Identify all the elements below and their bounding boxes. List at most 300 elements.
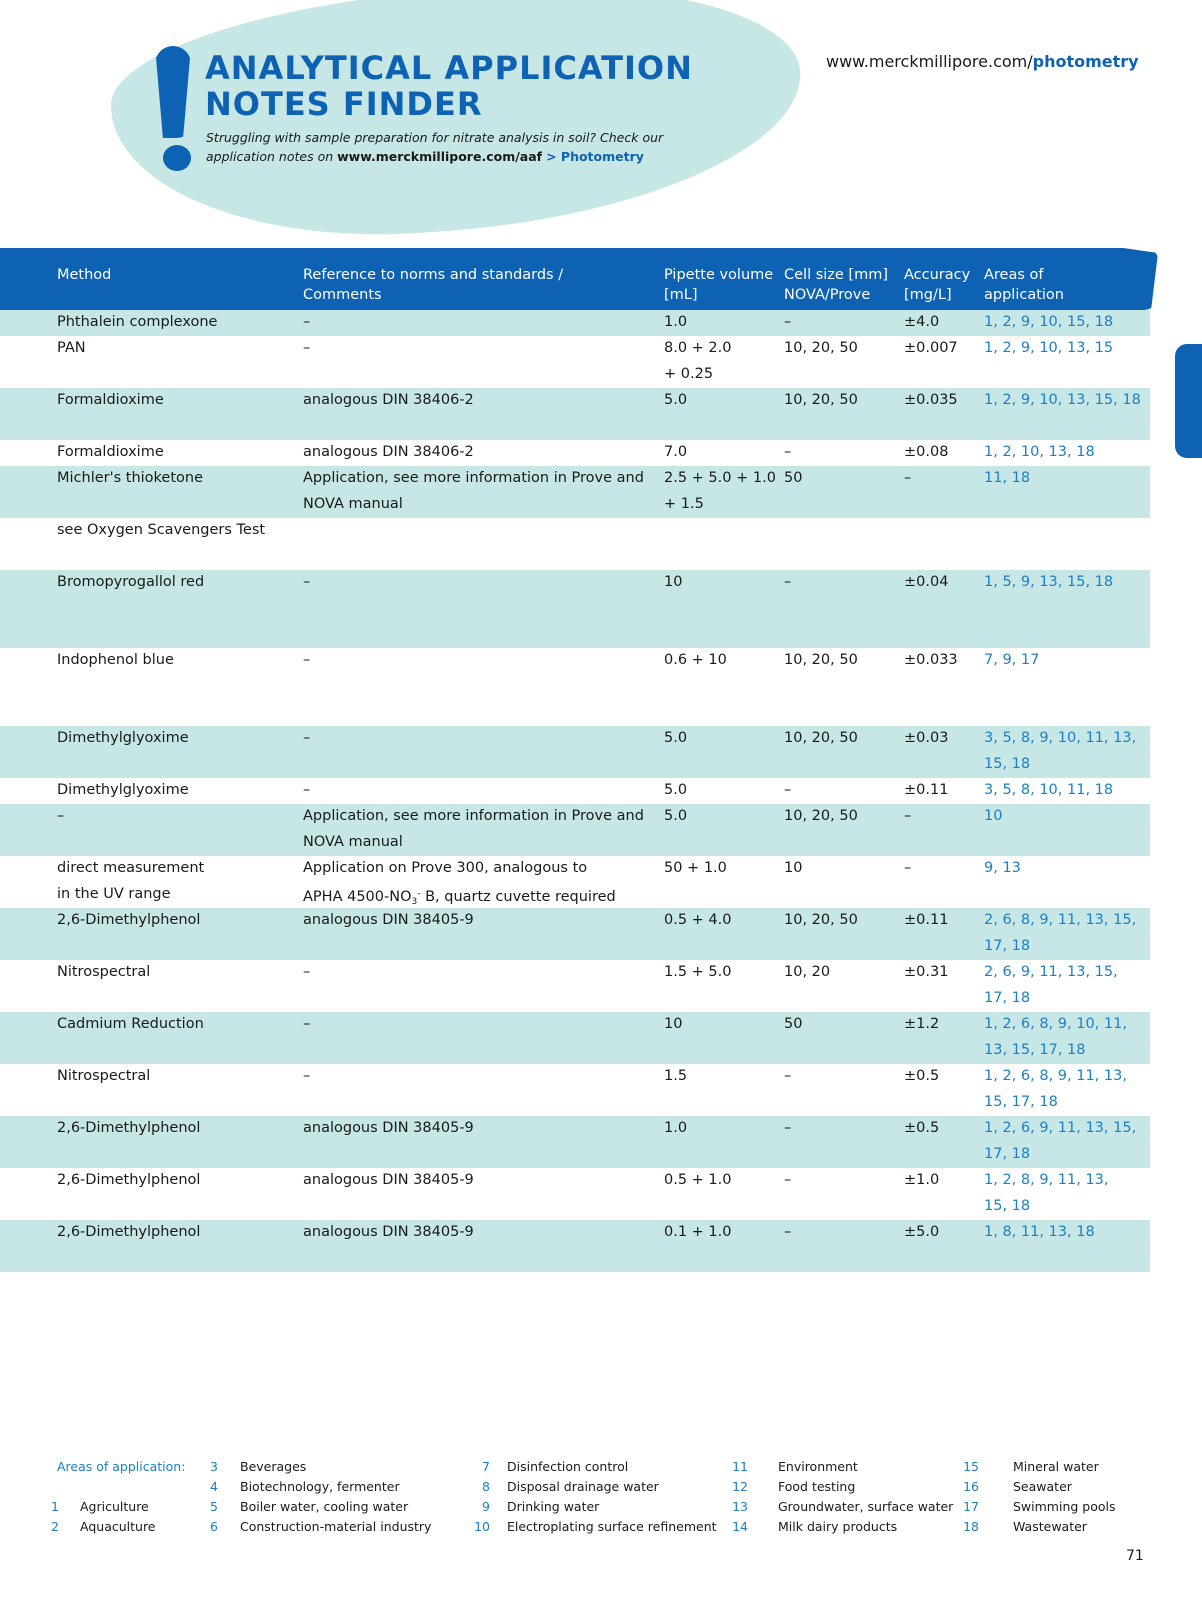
cell-areas [984, 804, 1154, 830]
cell-pip-line: 50 + 1.0 [664, 860, 727, 876]
cell-pip [664, 570, 784, 596]
cell-method [57, 518, 297, 544]
cell-pip-line: 0.5 + 1.0 [664, 1172, 732, 1188]
cell-method-line: 2,6-Dimethylphenol [57, 1224, 201, 1240]
cell-pip [664, 648, 784, 674]
cell-ref [303, 388, 653, 414]
cell-pip-line: 5.0 [664, 782, 688, 798]
cell-cell [784, 1168, 894, 1194]
cell-acc-line: ±0.5 [904, 1120, 940, 1136]
cell-cell [784, 1220, 894, 1246]
cell-areas-line: 15, 18 [984, 755, 1031, 772]
cell-cell-line: 10, 20, 50 [784, 340, 858, 356]
cell-ref-line: – [303, 314, 311, 330]
legend-label: Agriculture [80, 1499, 149, 1514]
cell-pip [664, 440, 784, 466]
cell-pip [664, 388, 784, 414]
cell-pip-line: 2.5 + 5.0 + 1.0 [664, 470, 776, 486]
cell-acc-line: ±0.04 [904, 574, 949, 590]
col-header-method [57, 265, 111, 285]
legend-number: 7 [482, 1459, 490, 1474]
cell-ref-line: analogous DIN 38406-2 [303, 392, 474, 408]
cell-ref-line: analogous DIN 38405-9 [303, 1224, 474, 1240]
cell-areas [984, 440, 1154, 466]
cell-cell [784, 310, 894, 336]
cell-method [57, 336, 297, 362]
cell-pip-line: 5.0 [664, 730, 688, 746]
cell-ref-line: – [303, 1016, 311, 1032]
cell-areas [984, 388, 1154, 414]
cell-method [57, 1064, 297, 1090]
table-row [0, 1220, 1150, 1272]
table-row [0, 440, 1150, 466]
cell-method-line: Formaldioxime [57, 444, 164, 460]
cell-areas-line: 15, 17, 18 [984, 1093, 1058, 1110]
legend-label: Aquaculture [80, 1519, 156, 1534]
apha-suffix: B, quartz cuvette required [420, 888, 616, 905]
aaf-url-link[interactable]: www.merckmillipore.com/aaf [337, 149, 543, 164]
cell-method-line: Bromopyrogallol red [57, 574, 205, 590]
legend-label: Environment [778, 1459, 858, 1474]
cell-ref [303, 960, 653, 986]
cell-method [57, 1168, 297, 1194]
cell-acc-line: – [904, 808, 912, 824]
cell-pip [664, 1064, 784, 1090]
legend-number: 16 [963, 1479, 979, 1494]
cell-areas [984, 1116, 1154, 1167]
col-cell-line-2: NOVA/Prove [784, 287, 871, 303]
cell-acc-line: ±5.0 [904, 1224, 940, 1240]
cell-pip-line: 8.0 + 2.0 [664, 340, 732, 356]
legend-number: 2 [51, 1519, 59, 1534]
title-line-1: ANALYTICAL APPLICATION [205, 49, 693, 87]
cell-pip-line: 10 [664, 1016, 683, 1032]
cell-acc [904, 466, 984, 492]
cell-areas-line: 1, 2, 6, 8, 9, 10, 11, [984, 1016, 1127, 1032]
cell-pip [664, 1116, 784, 1142]
cell-areas [984, 726, 1154, 777]
cell-method [57, 1012, 297, 1038]
col-header-accuracy [904, 265, 970, 305]
cell-areas-line: 2, 6, 9, 11, 13, 15, [984, 964, 1118, 980]
legend-label: Disposal drainage water [507, 1479, 659, 1494]
cell-ref-line: NOVA manual [303, 495, 403, 512]
cell-acc [904, 1116, 984, 1142]
legend-label: Construction-material industry [240, 1519, 432, 1534]
cell-areas [984, 336, 1154, 362]
legend-number: 8 [482, 1479, 490, 1494]
cell-ref [303, 1220, 653, 1246]
cell-ref [303, 1012, 653, 1038]
cell-acc [904, 1012, 984, 1038]
col-acc-line-2: [mg/L] [904, 287, 952, 303]
cell-pip [664, 336, 784, 387]
legend-label: Swimming pools [1013, 1499, 1116, 1514]
cell-pip-line: 5.0 [664, 808, 688, 824]
legend-label: Biotechnology, fermenter [240, 1479, 400, 1494]
cell-method-line: direct measurement [57, 860, 205, 876]
legend-number: 11 [732, 1459, 748, 1474]
cell-acc-line: ±0.11 [904, 912, 949, 928]
cell-cell-line: – [784, 1172, 792, 1188]
cell-pip [664, 804, 784, 830]
legend-label: Groundwater, surface water [778, 1499, 954, 1514]
cell-pip [664, 726, 784, 752]
cell-areas [984, 1220, 1154, 1246]
col-pip-line-2: [mL] [664, 287, 698, 303]
cell-ref-line: Application on Prove 300, analogous to [303, 860, 588, 876]
table-row [0, 518, 1150, 570]
cell-areas-line: 10 [984, 808, 1003, 824]
cell-acc-line: – [904, 860, 912, 876]
side-section-tab[interactable] [1175, 344, 1202, 458]
cell-method [57, 856, 297, 907]
cell-ref [303, 856, 653, 915]
table-row [0, 310, 1150, 336]
table-row [0, 1064, 1150, 1116]
cell-areas-line: 15, 18 [984, 1197, 1031, 1214]
desc-prefix: application notes on [206, 149, 338, 164]
cell-areas [984, 648, 1154, 674]
cell-pip-line: + 0.25 [664, 365, 714, 382]
cell-pip [664, 960, 784, 986]
table-row [0, 726, 1150, 778]
cell-cell [784, 908, 894, 934]
cell-areas [984, 570, 1154, 596]
legend-title: Areas of application: [57, 1459, 186, 1474]
cell-cell [784, 1012, 894, 1038]
cell-acc-line: ±0.31 [904, 964, 949, 980]
cell-cell-line: 50 [784, 1016, 803, 1032]
cell-ref-line: – [303, 340, 311, 356]
cell-areas-line: 2, 6, 8, 9, 11, 13, 15, [984, 912, 1137, 928]
cell-cell [784, 648, 894, 674]
cell-cell-line: – [784, 1120, 792, 1136]
cell-cell-line: 10, 20, 50 [784, 912, 858, 928]
col-ref-line-1: Reference to norms and standards / [303, 267, 564, 283]
cell-method-line: Indophenol blue [57, 652, 174, 668]
table-row [0, 908, 1150, 960]
cell-acc [904, 388, 984, 414]
cell-pip [664, 310, 784, 336]
cell-acc-line: ±0.035 [904, 392, 958, 408]
legend-number: 12 [732, 1479, 748, 1494]
cell-method [57, 778, 297, 804]
table-row [0, 804, 1150, 856]
cell-cell [784, 1064, 894, 1090]
cell-ref [303, 1116, 653, 1142]
table-row [0, 856, 1150, 908]
cell-pip-line: 5.0 [664, 392, 688, 408]
cell-pip [664, 908, 784, 934]
legend-label: Milk dairy products [778, 1519, 898, 1534]
apha-subscript: 3 [411, 896, 418, 907]
cell-ref [303, 440, 653, 466]
cell-acc [904, 570, 984, 596]
cell-method-line: 2,6-Dimethylphenol [57, 1172, 201, 1188]
cell-acc-line: ±0.11 [904, 782, 949, 798]
legend-number: 6 [210, 1519, 218, 1534]
site-url-path: photometry [1032, 52, 1139, 71]
cell-acc-line: – [904, 470, 912, 486]
legend-number: 4 [210, 1479, 218, 1494]
cell-areas-line: 1, 2, 10, 13, 18 [984, 444, 1095, 460]
legend-label: Disinfection control [507, 1459, 629, 1474]
legend-label: Boiler water, cooling water [240, 1499, 409, 1514]
cell-acc [904, 778, 984, 804]
cell-areas-line: 13, 15, 17, 18 [984, 1041, 1086, 1058]
cell-method-line: Dimethylglyoxime [57, 730, 189, 746]
cell-method-line: 2,6-Dimethylphenol [57, 1120, 201, 1136]
cell-pip [664, 856, 784, 882]
cell-acc [904, 336, 984, 362]
cell-acc [904, 648, 984, 674]
legend-label: Beverages [240, 1459, 307, 1474]
col-cell-line-1: Cell size [mm] [784, 267, 888, 283]
cell-method-line: PAN [57, 340, 86, 356]
legend-label: Wastewater [1013, 1519, 1087, 1534]
col-header-areas [984, 265, 1064, 305]
cell-areas-line: 1, 2, 6, 8, 9, 11, 13, [984, 1068, 1127, 1084]
cell-cell-line: 10 [784, 860, 803, 876]
cell-areas-line: 3, 5, 8, 10, 11, 18 [984, 782, 1114, 798]
cell-method-line: Dimethylglyoxime [57, 782, 189, 798]
photometry-link[interactable]: > Photometry [546, 149, 644, 164]
cell-method-line: Michler's thioketone [57, 470, 204, 486]
col-method-label: Method [57, 267, 112, 283]
legend-number: 13 [732, 1499, 748, 1514]
table-row [0, 570, 1150, 648]
cell-method-line: Nitrospectral [57, 1068, 151, 1084]
desc-line-2 [206, 147, 686, 166]
cell-cell-line: 10, 20 [784, 964, 831, 980]
cell-acc [904, 726, 984, 752]
cell-areas [984, 1168, 1154, 1219]
cell-cell-line: 50 [784, 470, 803, 486]
cell-areas-line: 11, 18 [984, 470, 1031, 486]
cell-ref [303, 648, 653, 674]
cell-ref-line: – [303, 652, 311, 668]
cell-method-line: – [57, 808, 65, 824]
table-row [0, 778, 1150, 804]
cell-method [57, 440, 297, 466]
legend-label: Mineral water [1013, 1459, 1099, 1474]
cell-areas-line: 1, 2, 9, 10, 13, 15, 18 [984, 392, 1141, 408]
cell-method [57, 1220, 297, 1246]
cell-acc-line: ±4.0 [904, 314, 940, 330]
header-blob [104, 0, 809, 254]
cell-method [57, 1116, 297, 1142]
table-row [0, 960, 1150, 1012]
cell-cell [784, 388, 894, 414]
cell-cell [784, 336, 894, 362]
cell-method-line: Formaldioxime [57, 392, 164, 408]
cell-method [57, 726, 297, 752]
cell-method [57, 466, 297, 492]
cell-cell-line: 10, 20, 50 [784, 392, 858, 408]
cell-ref [303, 778, 653, 804]
col-header-reference [303, 265, 563, 305]
cell-ref-line: analogous DIN 38405-9 [303, 912, 474, 928]
legend-label: Food testing [778, 1479, 856, 1494]
notes-finder-description [206, 128, 686, 166]
cell-cell-line: – [784, 574, 792, 590]
cell-pip [664, 466, 784, 517]
cell-acc-line: ±0.03 [904, 730, 949, 746]
col-pip-line-1: Pipette volume [664, 267, 774, 283]
legend-number: 3 [210, 1459, 218, 1474]
title-line-2: NOTES FINDER [205, 85, 483, 123]
legend-number: 1 [51, 1499, 59, 1514]
cell-areas-line: 1, 2, 9, 10, 15, 18 [984, 314, 1114, 330]
cell-pip [664, 1012, 784, 1038]
cell-acc-line: ±0.033 [904, 652, 958, 668]
cell-ref-line: – [303, 782, 311, 798]
cell-cell [784, 804, 894, 830]
cell-cell-line: – [784, 444, 792, 460]
cell-areas-line: 17, 18 [984, 989, 1031, 1006]
cell-areas-line: 3, 5, 8, 9, 10, 11, 13, [984, 730, 1137, 746]
legend-number: 17 [963, 1499, 979, 1514]
cell-method-line: Cadmium Reduction [57, 1016, 204, 1032]
site-url-base: www.merckmillipore.com/ [826, 52, 1033, 71]
cell-areas [984, 1012, 1154, 1063]
cell-cell [784, 1116, 894, 1142]
cell-areas-line: 17, 18 [984, 937, 1031, 954]
cell-cell-line: 10, 20, 50 [784, 808, 858, 824]
cell-areas [984, 960, 1154, 1011]
cell-acc-line: ±0.007 [904, 340, 958, 356]
cell-acc [904, 856, 984, 882]
col-header-pipette [664, 265, 773, 305]
cell-cell [784, 856, 894, 882]
cell-cell-line: – [784, 1224, 792, 1240]
cell-areas-line: 1, 5, 9, 13, 15, 18 [984, 574, 1114, 590]
cell-cell [784, 778, 894, 804]
legend-number: 15 [963, 1459, 979, 1474]
cell-ref-line: – [303, 730, 311, 746]
cell-cell [784, 440, 894, 466]
cell-ref-line: NOVA manual [303, 833, 403, 850]
cell-acc [904, 440, 984, 466]
cell-cell-line: – [784, 314, 792, 330]
cell-ref-line: analogous DIN 38405-9 [303, 1120, 474, 1136]
col-area-line-2: application [984, 287, 1064, 303]
cell-pip-line: 1.0 [664, 1120, 688, 1136]
cell-ref [303, 804, 653, 855]
cell-acc-line: ±1.2 [904, 1016, 940, 1032]
cell-method [57, 804, 297, 830]
cell-method-line: Nitrospectral [57, 964, 151, 980]
cell-pip [664, 778, 784, 804]
cell-pip [664, 1220, 784, 1246]
cell-ref [303, 466, 653, 517]
legend-label: Seawater [1013, 1479, 1072, 1494]
cell-method [57, 310, 297, 336]
cell-pip-line: 1.5 [664, 1068, 688, 1084]
cell-acc [904, 310, 984, 336]
table-row [0, 1116, 1150, 1168]
exclamation-dot-icon [163, 145, 191, 171]
cell-acc-line: ±0.08 [904, 444, 949, 460]
cell-ref [303, 310, 653, 336]
legend-number: 18 [963, 1519, 979, 1534]
cell-method [57, 908, 297, 934]
legend-number: 14 [732, 1519, 748, 1534]
cell-areas [984, 310, 1154, 336]
desc-line-1: Struggling with sample preparation for nitrate analysis in soil? Check our [206, 130, 664, 145]
cell-pip-line: 0.1 + 1.0 [664, 1224, 732, 1240]
page-number: 71 [1126, 1548, 1144, 1564]
legend-label: Drinking water [507, 1499, 600, 1514]
cell-cell [784, 960, 894, 986]
cell-areas-line: 1, 2, 8, 9, 11, 13, [984, 1172, 1109, 1188]
table-row [0, 466, 1150, 518]
cell-method [57, 960, 297, 986]
cell-ref-line: Application, see more information in Prove and [303, 470, 644, 486]
cell-acc [904, 1168, 984, 1194]
site-url[interactable] [826, 52, 1139, 71]
cell-ref [303, 908, 653, 934]
cell-acc [904, 908, 984, 934]
cell-ref [303, 1064, 653, 1090]
cell-cell [784, 570, 894, 596]
cell-ref [303, 726, 653, 752]
cell-pip-line: 1.5 + 5.0 [664, 964, 732, 980]
cell-areas-line: 1, 8, 11, 13, 18 [984, 1224, 1095, 1240]
table-row [0, 1012, 1150, 1064]
table-row [0, 388, 1150, 440]
cell-ref [303, 570, 653, 596]
cell-ref-line: analogous DIN 38405-9 [303, 1172, 474, 1188]
cell-pip [664, 1168, 784, 1194]
table-row [0, 1168, 1150, 1220]
table-row [0, 648, 1150, 726]
legend-number: 5 [210, 1499, 218, 1514]
cell-ref-line: analogous DIN 38406-2 [303, 444, 474, 460]
cell-areas-line: 1, 2, 6, 9, 11, 13, 15, [984, 1120, 1137, 1136]
cell-areas [984, 856, 1154, 882]
legend-number: 10 [474, 1519, 490, 1534]
cell-pip-line: 0.6 + 10 [664, 652, 727, 668]
notes-finder-title [205, 50, 795, 122]
cell-cell-line: – [784, 1068, 792, 1084]
col-header-cell-size [784, 265, 888, 305]
apha-superscript: - [417, 888, 421, 899]
cell-cell [784, 726, 894, 752]
cell-ref [303, 336, 653, 362]
col-acc-line-1: Accuracy [904, 267, 971, 283]
cell-cell [784, 466, 894, 492]
cell-ref [303, 1168, 653, 1194]
cell-method-line: in the UV range [57, 885, 171, 902]
cell-method [57, 570, 297, 596]
table-row [0, 336, 1150, 388]
cell-ref-line: – [303, 574, 311, 590]
cell-areas [984, 1064, 1154, 1115]
cell-acc [904, 960, 984, 986]
cell-ref-line: Application, see more information in Prove and [303, 808, 644, 824]
cell-acc [904, 1220, 984, 1246]
col-area-line-1: Areas of [984, 267, 1044, 283]
cell-acc-line: ±0.5 [904, 1068, 940, 1084]
cell-cell-line: – [784, 782, 792, 798]
cell-cell-line: 10, 20, 50 [784, 652, 858, 668]
cell-ref-line: – [303, 964, 311, 980]
legend-label: Electroplating surface refinement [507, 1519, 717, 1534]
cell-acc-line: ±1.0 [904, 1172, 940, 1188]
cell-method-line: 2,6-Dimethylphenol [57, 912, 201, 928]
